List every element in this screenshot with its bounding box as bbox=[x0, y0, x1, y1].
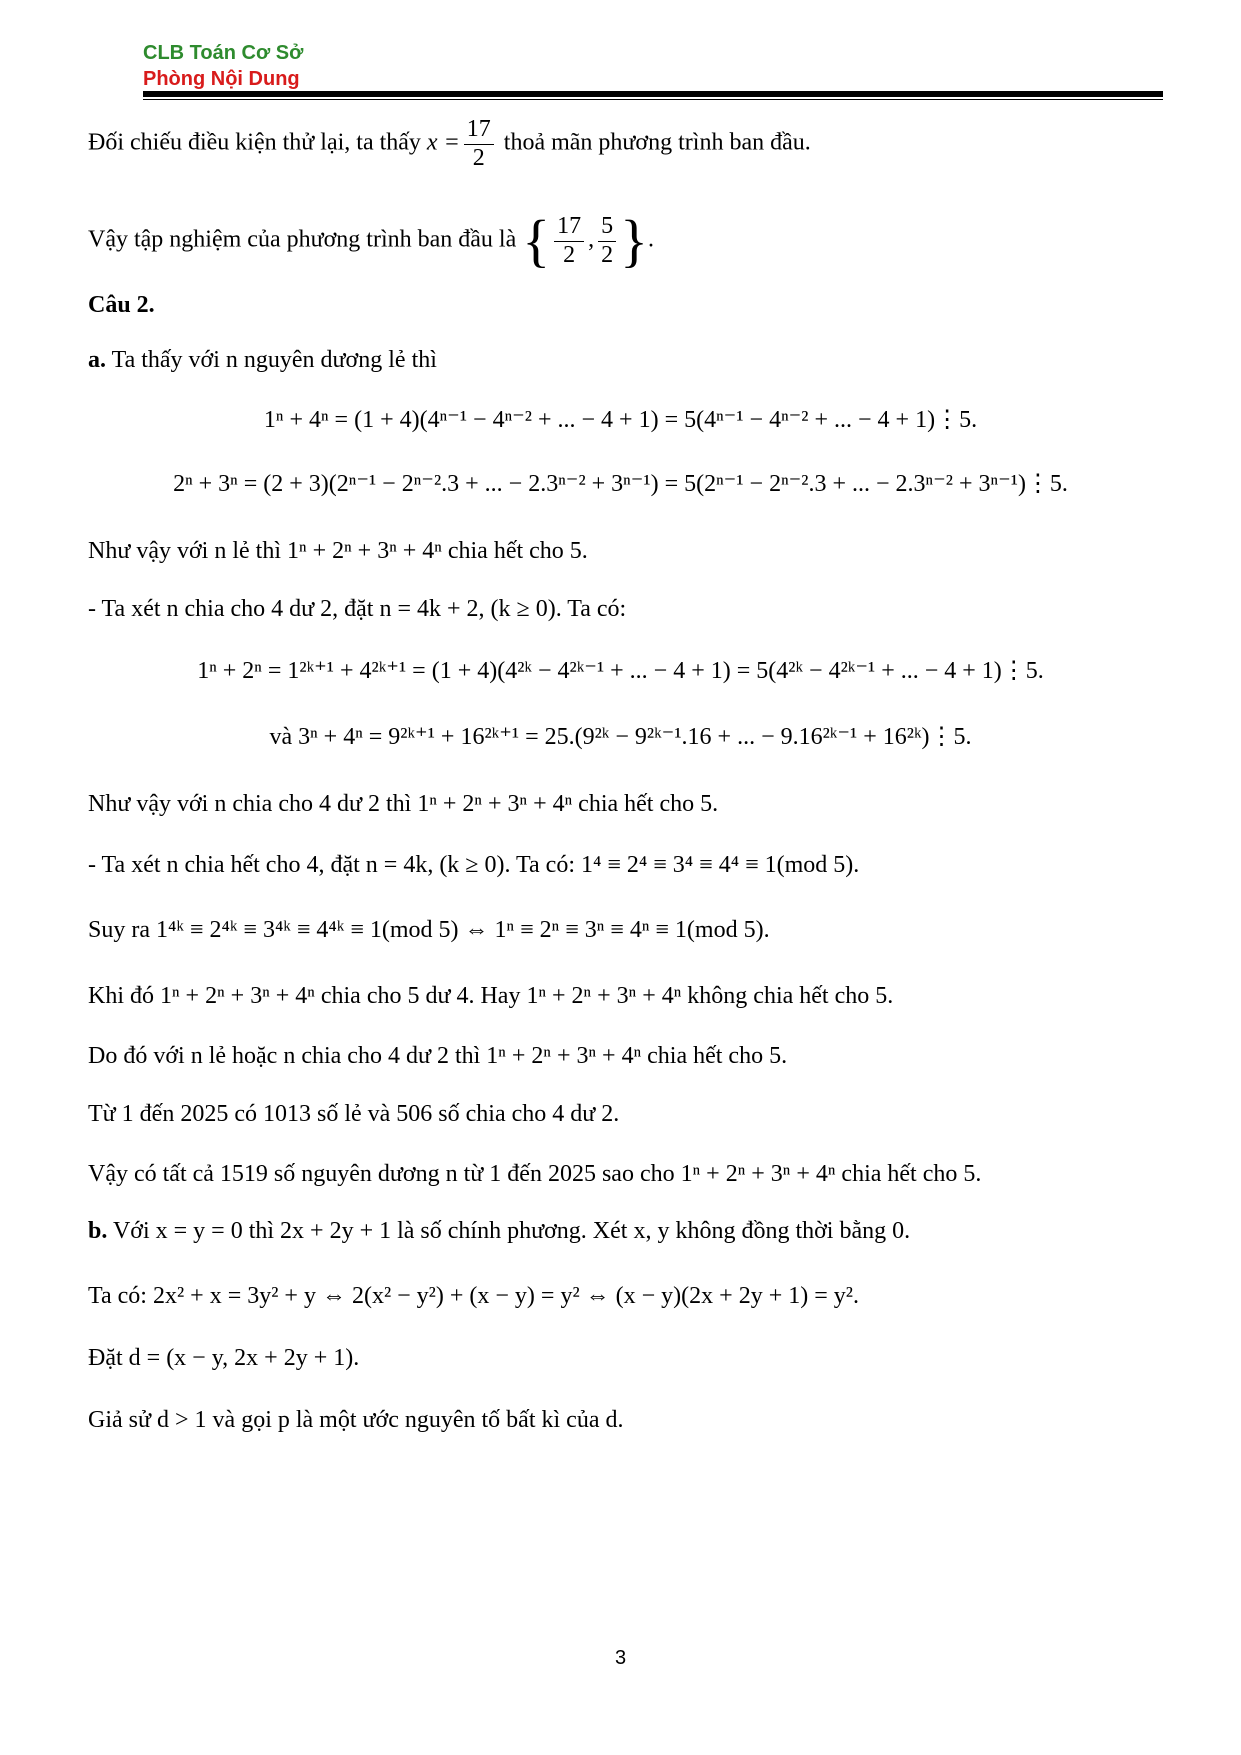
equation-3: 1ⁿ + 2ⁿ = 1²ᵏ⁺¹ + 4²ᵏ⁺¹ = (1 + 4)(4²ᵏ − 4²ᵏ⁻¹ + ... − 4 + 1) = 5(4²ᵏ − 4²ᵏ⁻¹ + ... − 4 + 1)⋮5. bbox=[197, 658, 1044, 684]
paragraph-equation-transform: Ta có: 2x² + x = 3y² + y ⇔ 2(x² − y²) + (x − y) = y² ⇔ (x − y)(2x + 2y + 1) = y². bbox=[88, 1283, 859, 1309]
header-club-name: CLB Toán Cơ Sở bbox=[143, 42, 304, 64]
paragraph-congruence: Suy ra 1⁴ᵏ ≡ 2⁴ᵏ ≡ 3⁴ᵏ ≡ 4⁴ᵏ ≡ 1(mod 5) ⇔ 1ⁿ ≡ 2ⁿ ≡ 3ⁿ ≡ 4ⁿ ≡ 1(mod 5). bbox=[88, 917, 770, 943]
paragraph-case-mod4-2: - Ta xét n chia cho 4 dư 2, đặt n = 4k + 2, (k ≥ 0). Ta có: bbox=[88, 596, 627, 622]
equation-1: 1ⁿ + 4ⁿ = (1 + 4)(4ⁿ⁻¹ − 4ⁿ⁻² + ... − 4 + 1) = 5(4ⁿ⁻¹ − 4ⁿ⁻² + ... − 4 + 1)⋮5. bbox=[263, 407, 978, 433]
paragraph-case-mod4-0: - Ta xét n chia hết cho 4, đặt n = 4k, (k ≥ 0). Ta có: 1⁴ ≡ 2⁴ ≡ 3⁴ ≡ 4⁴ ≡ 1(mod 5). bbox=[88, 852, 860, 878]
paragraph-assume-d: Giả sử d > 1 và gọi p là một ước nguyên tố bất kì của d. bbox=[88, 1407, 624, 1433]
paragraph-solution-set: Vậy tập nghiệm của phương trình ban đầu là { $\frac{17}{2}$ , $\frac{5}{2}$ }. bbox=[88, 208, 654, 273]
paragraph-odd-case: Như vậy với n lẻ thì 1ⁿ + 2ⁿ + 3ⁿ + 4ⁿ chia hết cho 5. bbox=[88, 538, 588, 564]
fraction: $\frac{17}{2}$ bbox=[464, 116, 494, 172]
paragraph-check-condition: Đối chiếu điều kiện thử lại, ta thấy x = $\frac{17}{2}$ thoả mãn phương trình ban đầu. bbox=[88, 116, 811, 171]
paragraph-remainder-4: Khi đó 1ⁿ + 2ⁿ + 3ⁿ + 4ⁿ chia cho 5 dư 4. Hay 1ⁿ + 2ⁿ + 3ⁿ + 4ⁿ không chia hết cho 5. bbox=[88, 983, 894, 1009]
page-number: 3 bbox=[614, 1647, 627, 1669]
paragraph-summary: Do đó với n lẻ hoặc n chia cho 4 dư 2 thì 1ⁿ + 2ⁿ + 3ⁿ + 4ⁿ chia hết cho 5. bbox=[88, 1043, 788, 1069]
paragraph-count: Từ 1 đến 2025 có 1013 số lẻ và 506 số chia cho 4 dư 2. bbox=[88, 1101, 620, 1127]
equation-2: 2ⁿ + 3ⁿ = (2 + 3)(2ⁿ⁻¹ − 2ⁿ⁻².3 + ... − 2.3ⁿ⁻² + 3ⁿ⁻¹) = 5(2ⁿ⁻¹ − 2ⁿ⁻².3 + ... − 2.3ⁿ⁻² + 3ⁿ⁻¹)⋮5. bbox=[173, 471, 1068, 497]
part-a-intro: a. Ta thấy với n nguyên dương lẻ thì bbox=[88, 347, 437, 373]
part-b-intro: b. Với x = y = 0 thì 2x + 2y + 1 là số chính phương. Xét x, y không đồng thời bằng 0. bbox=[88, 1218, 911, 1244]
equation-4: và 3ⁿ + 4ⁿ = 9²ᵏ⁺¹ + 16²ᵏ⁺¹ = 25.(9²ᵏ − 9²ᵏ⁻¹.16 + ... − 9.16²ᵏ⁻¹ + 16²ᵏ)⋮5. bbox=[269, 724, 972, 750]
paragraph-define-d: Đặt d = (x − y, 2x + 2y + 1). bbox=[88, 1345, 360, 1371]
paragraph-mod4-2-conclusion: Như vậy với n chia cho 4 dư 2 thì 1ⁿ + 2ⁿ + 3ⁿ + 4ⁿ chia hết cho 5. bbox=[88, 791, 719, 817]
header-department: Phòng Nội Dung bbox=[143, 68, 300, 90]
header-rule-thin bbox=[143, 99, 1163, 100]
paragraph-answer: Vậy có tất cả 1519 số nguyên dương n từ 1 đến 2025 sao cho 1ⁿ + 2ⁿ + 3ⁿ + 4ⁿ chia hết cho 5. bbox=[88, 1161, 982, 1187]
header-rule bbox=[143, 91, 1163, 97]
question-heading: Câu 2. bbox=[88, 292, 155, 318]
